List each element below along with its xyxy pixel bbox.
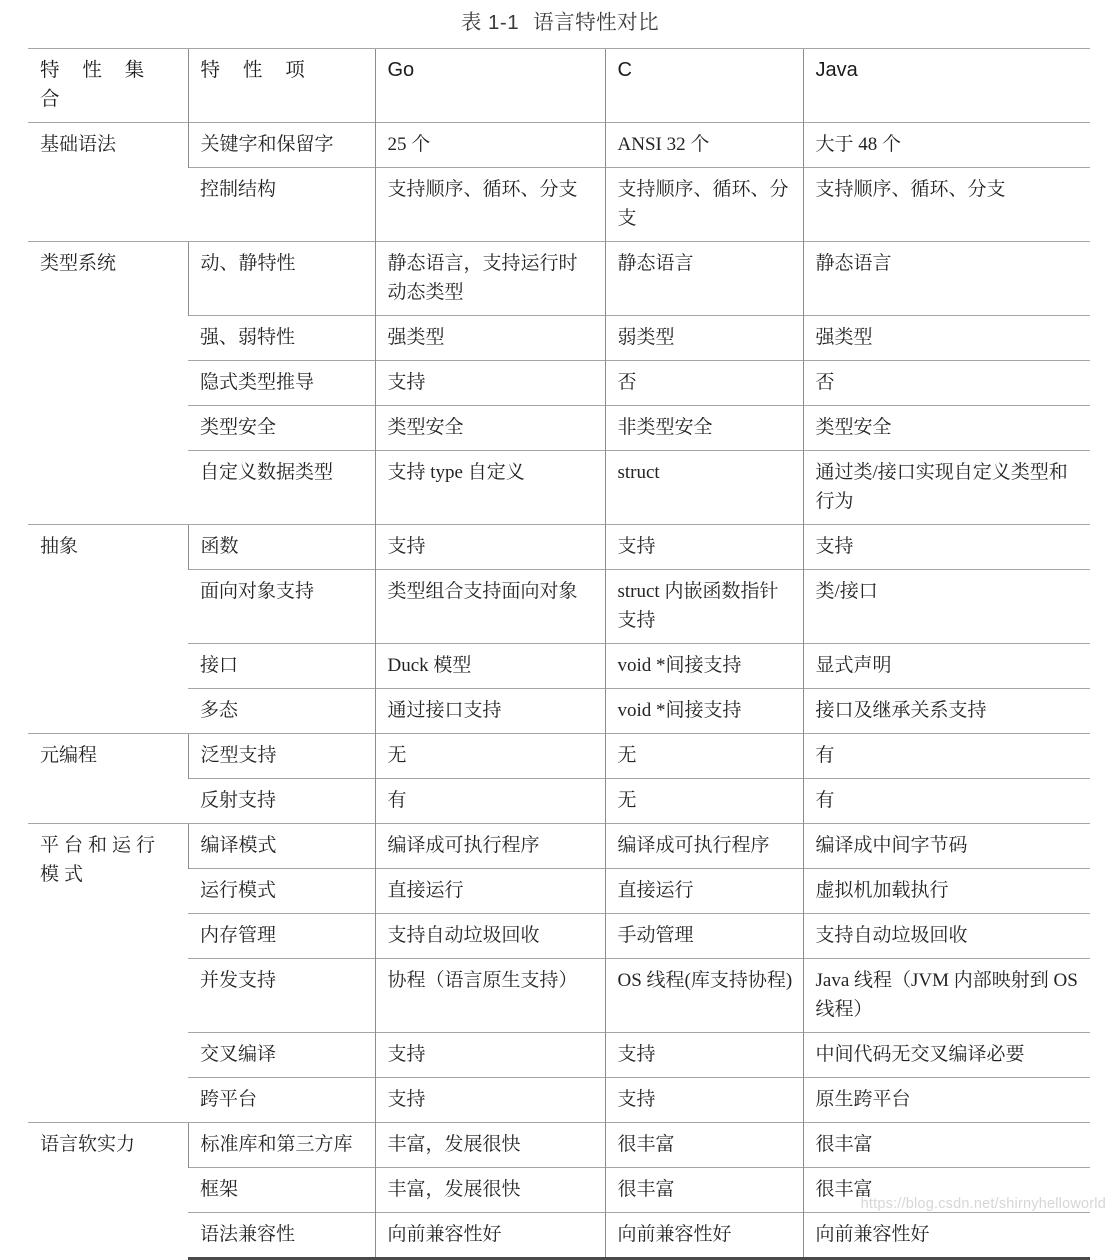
c-value-cell: 很丰富 (605, 1168, 803, 1213)
c-value-cell: 否 (605, 361, 803, 406)
c-value-cell: 支持 (605, 525, 803, 570)
c-value-cell: 无 (605, 734, 803, 779)
feature-item-cell: 函数 (188, 525, 375, 570)
feature-item-cell: 关键字和保留字 (188, 123, 375, 168)
java-value-cell: 类型安全 (803, 406, 1090, 451)
c-value-cell: 支持 (605, 1078, 803, 1123)
java-value-cell: 很丰富 (803, 1123, 1090, 1168)
go-value-cell: 支持自动垃圾回收 (375, 914, 605, 959)
source-watermark: https://blog.csdn.net/shirnyhelloworld (860, 1196, 1106, 1212)
table-row (28, 824, 1090, 869)
feature-set-cell: 类型系统 (28, 242, 188, 525)
go-value-cell: 协程（语言原生支持） (375, 959, 605, 1033)
table-row (28, 644, 1090, 689)
column-header-java: Java (803, 49, 1090, 123)
go-value-cell: 通过接口支持 (375, 689, 605, 734)
c-value-cell: struct 内嵌函数指针支持 (605, 570, 803, 644)
feature-set-cell: 语言软实力 (28, 1123, 188, 1259)
go-value-cell: 编译成可执行程序 (375, 824, 605, 869)
java-value-cell: 强类型 (803, 316, 1090, 361)
java-value-cell: Java 线程（JVM 内部映射到 OS 线程） (803, 959, 1090, 1033)
feature-item-cell: 泛型支持 (188, 734, 375, 779)
c-value-cell: void *间接支持 (605, 689, 803, 734)
go-value-cell: 强类型 (375, 316, 605, 361)
c-value-cell: 手动管理 (605, 914, 803, 959)
feature-set-cell: 平台和运行模式 (28, 824, 188, 1123)
c-value-cell: 无 (605, 779, 803, 824)
feature-item-cell: 标准库和第三方库 (188, 1123, 375, 1168)
java-value-cell: 原生跨平台 (803, 1078, 1090, 1123)
table-row (28, 1078, 1090, 1123)
table-number: 表 1-1 (460, 11, 520, 34)
go-value-cell: Duck 模型 (375, 644, 605, 689)
java-value-cell: 接口及继承关系支持 (803, 689, 1090, 734)
go-value-cell: 类型组合支持面向对象 (375, 570, 605, 644)
java-value-cell: 中间代码无交叉编译必要 (803, 1033, 1090, 1078)
feature-item-cell: 强、弱特性 (188, 316, 375, 361)
java-value-cell: 支持自动垃圾回收 (803, 914, 1090, 959)
go-value-cell: 支持 type 自定义 (375, 451, 605, 525)
c-value-cell: 非类型安全 (605, 406, 803, 451)
feature-item-cell: 类型安全 (188, 406, 375, 451)
java-value-cell: 通过类/接口实现自定义类型和行为 (803, 451, 1090, 525)
table-row (28, 1123, 1090, 1168)
table-row (28, 1033, 1090, 1078)
table-row (28, 168, 1090, 242)
go-value-cell: 丰富，发展很快 (375, 1123, 605, 1168)
feature-item-cell: 多态 (188, 689, 375, 734)
table-row (28, 914, 1090, 959)
c-value-cell: struct (605, 451, 803, 525)
c-value-cell: 直接运行 (605, 869, 803, 914)
java-value-cell: 向前兼容性好 (803, 1213, 1090, 1259)
java-value-cell: 虚拟机加载执行 (803, 869, 1090, 914)
table-row (28, 361, 1090, 406)
comparison-table-container (28, 48, 1090, 1260)
feature-item-cell: 交叉编译 (188, 1033, 375, 1078)
column-header-go: Go (375, 49, 605, 123)
feature-item-cell: 运行模式 (188, 869, 375, 914)
table-row (28, 959, 1090, 1033)
java-value-cell: 类/接口 (803, 570, 1090, 644)
table-row (28, 316, 1090, 361)
table-header (28, 49, 1090, 123)
c-value-cell: OS 线程(库支持协程) (605, 959, 803, 1033)
java-value-cell: 静态语言 (803, 242, 1090, 316)
table-caption: 语言特性对比 (533, 11, 660, 34)
column-header-c: C (605, 49, 803, 123)
go-value-cell: 支持顺序、循环、分支 (375, 168, 605, 242)
go-value-cell: 有 (375, 779, 605, 824)
column-header-feature-item: 特 性 项 (188, 49, 375, 123)
feature-item-cell: 隐式类型推导 (188, 361, 375, 406)
go-value-cell: 向前兼容性好 (375, 1213, 605, 1259)
feature-item-cell: 并发支持 (188, 959, 375, 1033)
java-value-cell: 大于 48 个 (803, 123, 1090, 168)
table-row (28, 689, 1090, 734)
feature-item-cell: 面向对象支持 (188, 570, 375, 644)
java-value-cell: 显式声明 (803, 644, 1090, 689)
c-value-cell: 支持 (605, 1033, 803, 1078)
table-row (28, 123, 1090, 168)
feature-item-cell: 内存管理 (188, 914, 375, 959)
table-row (28, 570, 1090, 644)
feature-item-cell: 动、静特性 (188, 242, 375, 316)
feature-set-cell: 元编程 (28, 734, 188, 824)
java-value-cell: 否 (803, 361, 1090, 406)
feature-item-cell: 自定义数据类型 (188, 451, 375, 525)
java-value-cell: 有 (803, 734, 1090, 779)
feature-set-cell: 基础语法 (28, 123, 188, 242)
feature-item-cell: 控制结构 (188, 168, 375, 242)
java-value-cell: 编译成中间字节码 (803, 824, 1090, 869)
c-value-cell: ANSI 32 个 (605, 123, 803, 168)
table-row (28, 451, 1090, 525)
java-value-cell: 很丰富 (803, 1168, 1090, 1213)
header-row (28, 49, 1090, 123)
go-value-cell: 支持 (375, 1078, 605, 1123)
go-value-cell: 支持 (375, 525, 605, 570)
feature-item-cell: 接口 (188, 644, 375, 689)
go-value-cell: 丰富，发展很快 (375, 1168, 605, 1213)
table-row (28, 242, 1090, 316)
column-header-feature-set: 特 性 集 合 (28, 49, 188, 123)
table-row (28, 406, 1090, 451)
go-value-cell: 25 个 (375, 123, 605, 168)
go-value-cell: 无 (375, 734, 605, 779)
c-value-cell: 支持顺序、循环、分支 (605, 168, 803, 242)
table-row (28, 1213, 1090, 1259)
table-row (28, 779, 1090, 824)
page-title (0, 0, 1120, 36)
feature-item-cell: 跨平台 (188, 1078, 375, 1123)
go-value-cell: 静态语言，支持运行时动态类型 (375, 242, 605, 316)
language-comparison-table (28, 48, 1090, 1260)
table-row (28, 869, 1090, 914)
go-value-cell: 支持 (375, 361, 605, 406)
feature-item-cell: 反射支持 (188, 779, 375, 824)
table-row (28, 734, 1090, 779)
c-value-cell: 弱类型 (605, 316, 803, 361)
c-value-cell: void *间接支持 (605, 644, 803, 689)
table-row (28, 525, 1090, 570)
c-value-cell: 编译成可执行程序 (605, 824, 803, 869)
go-value-cell: 直接运行 (375, 869, 605, 914)
go-value-cell: 类型安全 (375, 406, 605, 451)
java-value-cell: 支持顺序、循环、分支 (803, 168, 1090, 242)
feature-set-cell: 抽象 (28, 525, 188, 734)
c-value-cell: 很丰富 (605, 1123, 803, 1168)
c-value-cell: 静态语言 (605, 242, 803, 316)
java-value-cell: 支持 (803, 525, 1090, 570)
feature-item-cell: 编译模式 (188, 824, 375, 869)
go-value-cell: 支持 (375, 1033, 605, 1078)
feature-item-cell: 框架 (188, 1168, 375, 1213)
feature-item-cell: 语法兼容性 (188, 1213, 375, 1259)
c-value-cell: 向前兼容性好 (605, 1213, 803, 1259)
table-body (28, 123, 1090, 1259)
java-value-cell: 有 (803, 779, 1090, 824)
